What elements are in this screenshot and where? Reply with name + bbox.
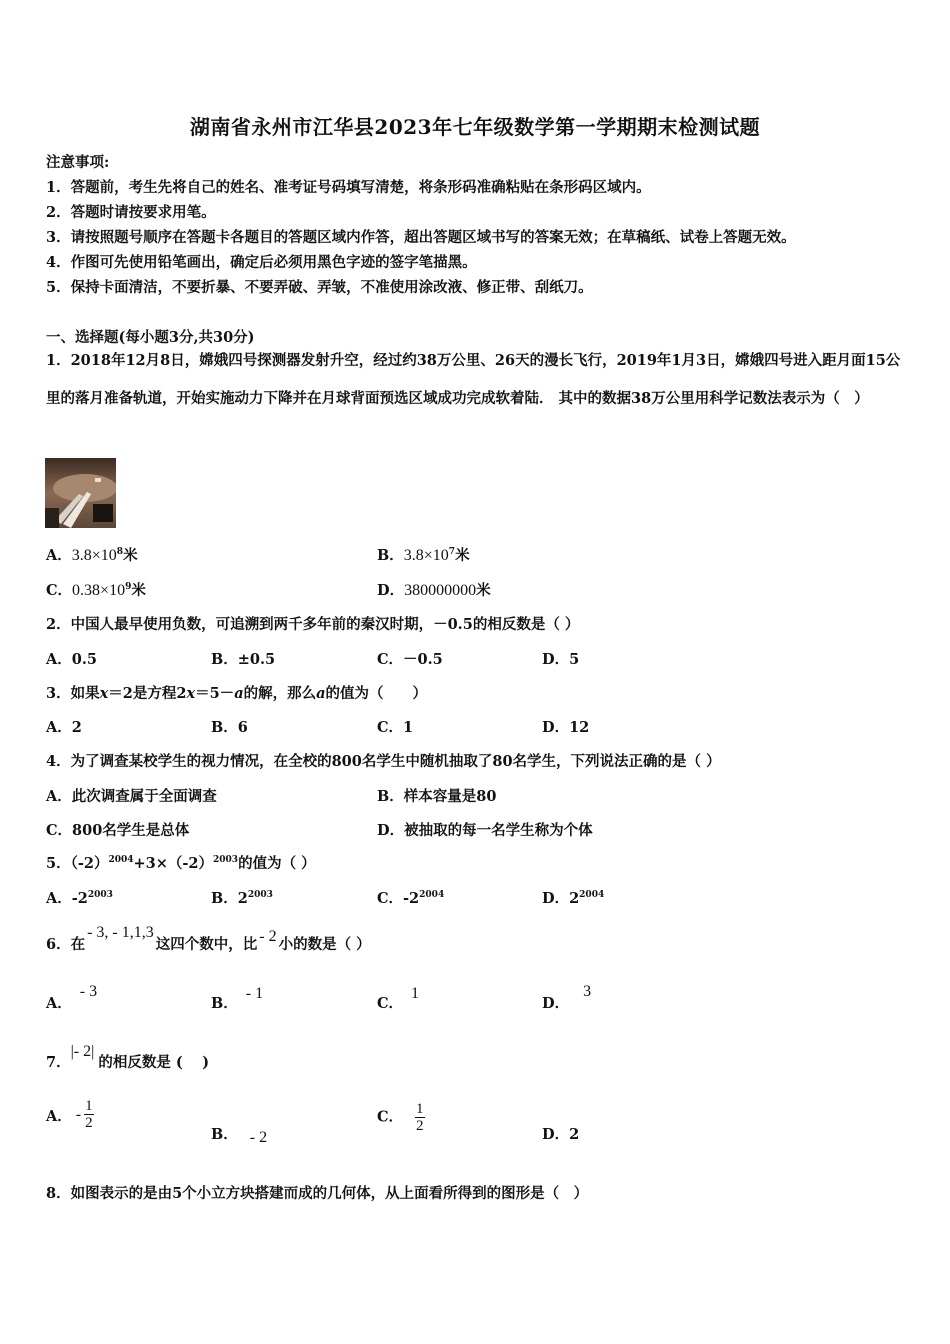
q3-option-d[interactable]: D．12: [542, 719, 590, 736]
question-8-text: 8．如图表示的是由5个小立方块搭建而成的几何体，从上面看所得到的图形是（ ）: [46, 1185, 589, 1202]
q1-option-d[interactable]: D．380000000米: [377, 582, 491, 599]
q7-option-d[interactable]: D．2: [542, 1126, 580, 1143]
q7-option-a[interactable]: A． - $\frac{1}{2}$: [46, 1098, 93, 1131]
q4-option-a[interactable]: A．此次调查属于全面调查: [46, 788, 217, 805]
notice-item: 2．答题时请按要求用笔。: [46, 204, 216, 221]
lunar-rover-photo: [45, 458, 116, 528]
fraction: $\frac{1}{2}$: [85, 1098, 93, 1131]
q3-option-a[interactable]: A．2: [46, 719, 82, 736]
q4-option-c[interactable]: C．800名学生是总体: [46, 822, 190, 839]
page-title: 湖南省永州市江华县2023年七年级数学第一学期期末检测试题: [189, 115, 761, 139]
q4-option-d[interactable]: D．被抽取的每一名学生称为个体: [377, 822, 593, 839]
q5-option-a[interactable]: A．$-2^{2003}$: [46, 890, 113, 907]
q6-option-a[interactable]: A．- 3: [46, 983, 98, 1012]
compare-value: - 2: [259, 928, 277, 945]
notice-item: 3．请按照题号顺序在答题卡各题目的答题区域内作答，超出答题区域书写的答案无效；在草稿纸、试卷上答题无效。: [46, 229, 796, 246]
number-set: - 3, - 1,1,3: [87, 924, 154, 941]
q5-option-b[interactable]: B．$2^{2003}$: [211, 890, 273, 907]
question-2-text: 2．中国人最早使用负数，可追溯到两千多年前的秦汉时期，－0.5的相反数是（ ）: [46, 616, 580, 633]
q5-option-d[interactable]: D．$2^{2004}$: [542, 890, 605, 907]
q1-option-b[interactable]: B．$3.8\times 10^7$米: [377, 547, 470, 564]
q1-option-a[interactable]: A．$3.8\times 10^8$米: [46, 547, 138, 564]
question-1-text: 1．2018年12月8日，嫦娥四号探测器发射升空，经过约38万公里、26天的漫长飞行，2019年1月3日，嫦娥四号进入距月面15公里的落月准备轨道，开始实施动力下降并在月球背面预选区域成功完成软着陆． 其中的数据38万公里用科学记数法表示为（ ）: [46, 352, 901, 407]
q2-option-a[interactable]: A．0.5: [46, 651, 97, 668]
question-6-text: 6．在- 3, - 1,1,3这四个数中，比 - 2 小的数是（ ）: [46, 924, 371, 953]
q3-option-b[interactable]: B．6: [211, 719, 248, 736]
question-5-text: 5．$(-2)^{2004}+3\times(-2)^{2003}$的值为（ ）: [46, 855, 316, 872]
q2-option-b[interactable]: B．±0.5: [211, 651, 276, 668]
q1-option-c[interactable]: C．$0.38\times 10^9$米: [46, 582, 146, 599]
notice-item: 4．作图可先使用铅笔画出，确定后必须用黑色字迹的签字笔描黑。: [46, 254, 477, 271]
q5-option-c[interactable]: C．$-2^{2004}$: [377, 890, 445, 907]
q6-option-d[interactable]: D．3: [542, 983, 592, 1012]
moon-surface-image: [45, 458, 116, 528]
q4-option-b[interactable]: B．样本容量是80: [377, 788, 497, 805]
notice-item: 5．保持卡面清洁，不要折暴、不要弄破、弄皱，不准使用涂改液、修正带、刮纸刀。: [46, 279, 593, 296]
absolute-value-expr: |- 2|: [70, 1043, 95, 1060]
q6-option-c[interactable]: C．1: [377, 985, 420, 1012]
question-3-text: 3．如果x＝2是方程2x＝5－a的解，那么a的值为（ ）: [46, 685, 427, 702]
q7-option-b[interactable]: B． - 2: [211, 1126, 268, 1146]
question-7-text: 7．|- 2|的相反数是 ( ): [46, 1043, 210, 1071]
question-4-text: 4．为了调查某校学生的视力情况，在全校的800名学生中随机抽取了80名学生，下列说法正确的是（ ）: [46, 753, 721, 770]
section-heading: 一、选择题(每小题3分,共30分): [46, 329, 255, 346]
notice-item: 1．答题前，考生先将自己的姓名、准考证号码填写清楚，将条形码准确粘贴在条形码区域内。: [46, 179, 651, 196]
q7-option-c[interactable]: C． $\frac{1}{2}$: [377, 1101, 424, 1134]
fraction: $\frac{1}{2}$: [416, 1101, 424, 1134]
q6-option-b[interactable]: B．- 1: [211, 985, 264, 1012]
q2-option-c[interactable]: C．－0.5: [377, 651, 443, 668]
q3-option-c[interactable]: C．1: [377, 719, 414, 736]
notice-heading: 注意事项:: [46, 154, 110, 171]
q2-option-d[interactable]: D．5: [542, 651, 580, 668]
